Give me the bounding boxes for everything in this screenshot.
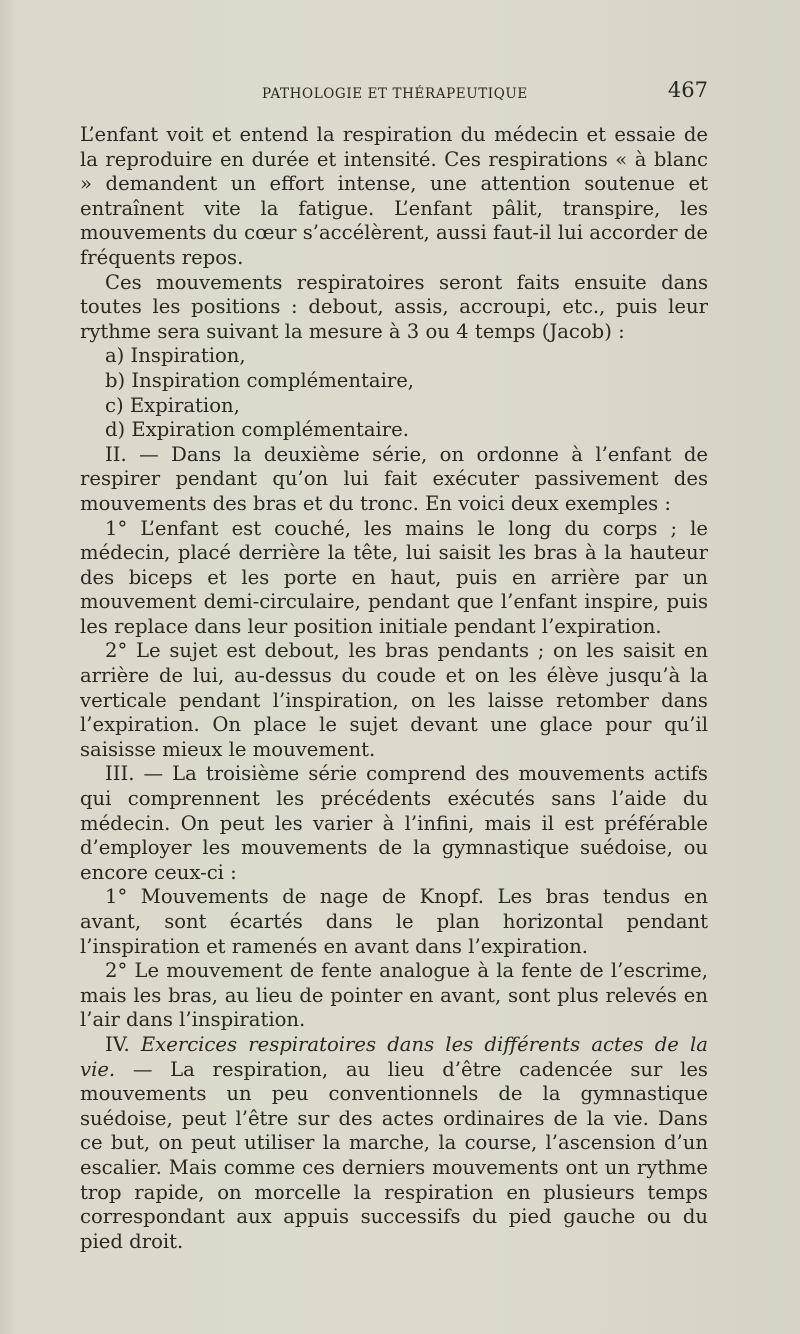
page-header [80, 78, 708, 108]
running-title: PATHOLOGIE ET THÉRAPEUTIQUE [262, 86, 528, 102]
paragraph: 1° Mouvements de nage de Knopf. Les bras tendus en avant, sont écartés dans le plan horizontal pendant l’inspiration et ramenés en avant dans l’expiration. [80, 885, 708, 958]
paragraph: 2° Le sujet est debout, les bras pendants ; on les saisit en arrière de lui, au-dessus du coude et on les élève jusqu’à la verticale pendant l’inspiration, on les laisse retomber dans l’expiration. On place le sujet devant une glace pour qu’il saisisse mieux le mouvement. [80, 639, 708, 761]
paragraph: 2° Le mouvement de fente analogue à la fente de l’escrime, mais les bras, au lieu de pointer en avant, sont plus relevés en l’air dans l’inspiration. [80, 959, 708, 1032]
list-item: c) Expiration, [105, 393, 240, 417]
list-item: b) Inspiration complémentaire, [105, 368, 415, 392]
section-number: IV. [105, 1032, 141, 1056]
list-item: d) Expiration complémentaire. [105, 418, 409, 442]
paragraph [80, 1033, 708, 1254]
list-item: a) Inspiration, [105, 344, 246, 368]
page-number: 467 [667, 78, 708, 102]
paragraph: III. — La troisième série comprend des mouvements actifs qui comprennent les précédents exécutés sans l’aide du médecin. On peut les varier à l’infini, mais il est préférable d’employer les mouvements de la gymnastique suédoise, ou encore ceux-ci : [80, 762, 708, 884]
section-title: Exercices respiratoires dans les différents actes de la vie. [80, 1032, 708, 1081]
paragraph: 1° L’enfant est couché, les mains le long du corps ; le médecin, placé derrière la tête, lui saisit les bras à la hauteur des biceps et les porte en haut, puis en arrière par un mouvement demi-circulaire, pendant que l’enfant inspire, puis les replace dans leur position initiale pendant l’expiration. [80, 516, 708, 638]
paragraph: L’enfant voit et entend la respiration du médecin et essaie de la reproduire en durée et intensité. Ces respirations « à blanc » demandent un effort intense, une attention soutenue et entraînent vite la fatigue. L’enfant pâlit, transpire, les mouvements du cœur s’accélèrent, aussi faut-il lui accorder de fréquents repos. [80, 123, 708, 269]
page-body [80, 123, 708, 1254]
paragraph-text: — La respiration, au lieu d’être cadencée sur les mouvements un peu conventionnels de la gymnastique suédoise, peut l’être sur des actes ordinaires de la vie. Dans ce but, on peut utiliser la marche, la course, l’ascension d’un escalier. Mais comme ces derniers mouvements ont un rythme trop rapide, on morcelle la respiration en plusieurs temps correspondant aux appuis successifs du pied gauche ou du pied droit. [80, 1057, 708, 1253]
paragraph: Ces mouvements respiratoires seront faits ensuite dans toutes les positions : debout, assis, accroupi, etc., puis leur rythme sera suivant la mesure à 3 ou 4 temps (Jacob) : [80, 270, 708, 343]
paragraph: II. — Dans la deuxième série, on ordonne à l’enfant de respirer pendant qu’on lui fait exécuter passivement des mouvements des bras et du tronc. En voici deux exemples : [80, 442, 708, 515]
